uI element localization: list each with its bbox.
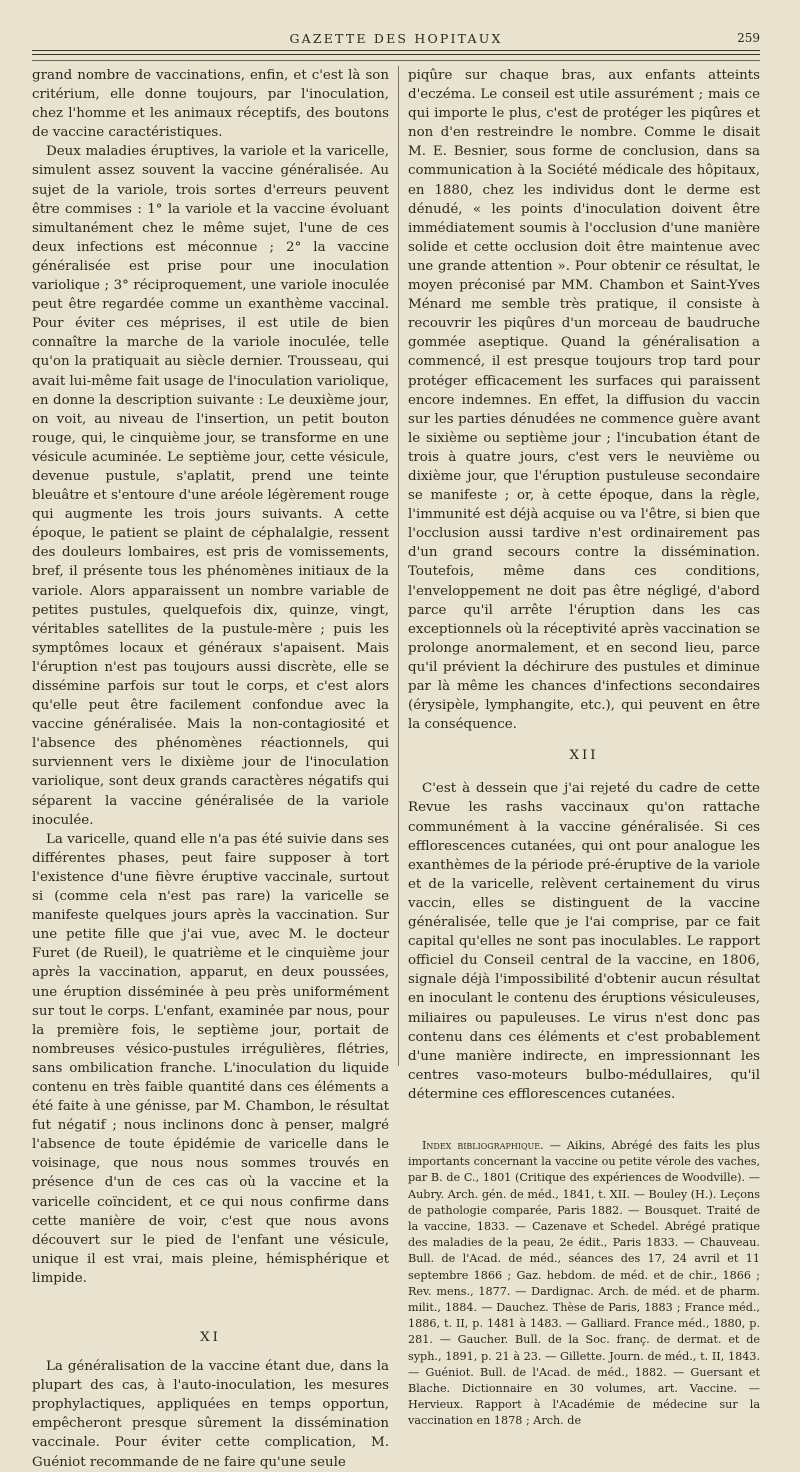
paragraph: grand nombre de vaccinations, enfin, et c'est là son critérium, elle donne toujours, par l'inoculation, chez l'homme et les animaux réceptifs, des boutons de vaccine caractéristiques. (32, 68, 389, 141)
column-divider (398, 66, 399, 1066)
page-number: 259 (737, 31, 760, 45)
left-column (32, 66, 389, 1470)
bibliography (408, 1138, 760, 1430)
page-header (30, 26, 762, 50)
paragraph: La varicelle, quand elle n'a pas été suivie dans ses différentes phases, peut faire supposer à tort l'existence d'une fièvre éruptive vaccinale, surtout si (comme cela n'est pas rare) la varicelle se manifeste quelques jours après la vaccination. Sur une petite fille que j'ai vue, avec M. le docteur Furet (de Rueil), le quatrième et le cinquième jour après la vaccination, apparut, en deux poussées, une éruption disséminée à peu près uniformément sur tout le corps. L'enfant, examinée par nous, pour la première fois, le septième jour, portait de nombreuses vésico-pustules irrégulières, flétries, sans ombilication franche. L'inoculation du liquide contenu en très faible quantité dans ces éléments a été faite à une génisse, par M. Chambon, le résultat fut négatif ; nous inclinons donc à penser, malgré l'absence de toute épidémie de varicelle dans le voisinage, que nous nous sommes trouvés en présence d'un de ces cas où la vaccine et la varicelle coïncident, et ce qui nous confirme dans cette manière de voir, c'est que nous avons découvert sur le pied de l'enfant une vésicule, unique il est vrai, mais pleine, hémisphérique et limpide. (32, 831, 389, 1286)
section-heading-xi: XI (200, 1330, 221, 1345)
header-rule-middle (32, 54, 760, 55)
journal-title: GAZETTE DES HOPITAUX (289, 30, 503, 46)
paragraph: Deux maladies éruptives, la variole et la varicelle, simulent assez souvent la vaccine généralisée. Au sujet de la variole, trois sortes d'erreurs peuvent être commises : 1° la variole et la vaccine évoluant simultanément chez le même sujet, l'une de ces deux infections est méconnue ; 2° la vaccine généralisée est prise pour une inoculation variolique ; 3° réciproquement, une variole inoculée peut être regardée comme un exanthème vaccinal. Pour éviter ces méprises, il est utile de bien connaître la marche de la variole inoculée, telle qu'on la pratiquait au siècle dernier. Trousseau, qui avait lui-même fait usage de l'inoculation variolique, en donne la description suivante : Le deuxième jour, on voit, au niveau de l'insertion, un petit bouton rouge, qui, le cinquième jour, se transforme en une vésicule acuminée. Le septième jour, cette vésicule, devenue pustule, s'aplatit, prend une teinte bleuâtre et s'entoure d'une aréole légèrement rouge qui augmente les trois jours suivants. A cette époque, le patient se plaint de céphalalgie, ressent des douleurs lombaires, est pris de vomissements, bref, il présente tous les phénomènes initiaux de la variole. Alors apparaissent un nombre variable de petites pustules, quelquefois dix, quinze, vingt, véritables satellites de la pustule-mère ; puis les symptômes locaux et généraux s'apaisent. Mais l'éruption n'est pas toujours aussi discrète, elle se dissémine parfois sur tout le corps, et c'est alors qu'elle peut être facilement confondue avec la vaccine généralisée. Mais la non-contagiosité et l'absence des phénomènes réactionnels, qui surviennent vers le dixième jour de l'inoculation variolique, sont deux grands caractères négatifs qui séparent la vaccine généralisée de la variole inoculée. (32, 144, 389, 828)
bibliography-text: — Aikins, Abrégé des faits les plus importants concernant la vaccine ou petite vérole des vaches, par B. de C., 1801 (Critique des expériences de Woodville). — Aubry. Arch. gén. de méd., 1841, t. XII. — Bouley (H.). Leçons de pathologie comparée, Paris 1882. — Bousquet. Traité de la vaccine, 1833. — Cazenave et Schedel. Abrégé pratique des maladies de la peau, 2e édit., Paris 1833. — Chauveau. Bull. de l'Acad. de méd., séances des 17, 24 avril et 11 septembre 1866 ; Gaz. hebdom. de méd. et de chir., 1866 ; Rev. mens., 1877. — Dardignac. Arch. de méd. et de pharm. milit., 1884. — Dauchez. Thèse de Paris, 1883 ; France méd., 1886, t. II, p. 1481 à 1483. — Galliard. France méd., 1880, p. 281. — Gaucher. Bull. de la Soc. franç. de dermat. et de syph., 1891, p. 21 à 23. — Gillette. Journ. de méd., t. II, 1843. — Guéniot. Bull. de l'Acad. de méd., 1882. — Guersant et Blache. Dictionnaire en 30 volumes, art. Vaccine. — Hervieux. Rapport à l'Académie de médecine sur la vaccination en 1878 ; Arch. de (408, 1138, 760, 1428)
right-column (408, 66, 760, 1428)
bibliography-label: Index bibliographique. (422, 1138, 544, 1152)
paragraph: La généralisation de la vaccine étant due, dans la plupart des cas, à l'auto-inoculation, les mesures prophylactiques, appliquées en temps opportun, empêcheront presque sûrement la dissémination vaccinale. Pour éviter cette complication, M. Guéniot recommande de ne faire qu'une seule (32, 1359, 389, 1470)
paragraph: C'est à dessein que j'ai rejeté du cadre de cette Revue les rashs vaccinaux qu'on rattache communément à la vaccine généralisée. Si ces efflorescences cutanées, qui ont pour analogue les exanthèmes de la période pré-éruptive de la variole et de la varicelle, relèvent certainement du virus vaccin, elles se distinguent de la vaccine généralisée, telle que je l'ai comprise, par ce fait capital qu'elles ne sont pas inoculables. Le rapport officiel du Conseil central de la vaccine, en 1806, signale déjà l'impossibilité d'obtenir aucun résultat en inoculant le contenu des éruptions vésiculeuses, miliaires ou papuleuses. Le virus n'est donc pas contenu dans ces éléments et c'est probablement d'une manière indirecte, en impressionnant les centres vaso-moteurs bulbo-médullaires, qu'il détermine ces efflorescences cutanées. (408, 781, 760, 1102)
paragraph: piqûre sur chaque bras, aux enfants atteints d'eczéma. Le conseil est utile assurément ; mais ce qui importe le plus, c'est de protéger les piqûres et non d'en restreindre le nombre. Comme le disait M. E. Besnier, sous forme de conclusion, dans sa communication à la Société médicale des hôpitaux, en 1880, chez les individus dont le derme est dénudé, « les points d'inoculation doivent être immédiatement soumis à l'occlusion d'une manière solide et cette occlusion doit être maintenue avec une grande attention ». Pour obtenir ce résultat, le moyen préconisé par MM. Chambon et Saint-Yves Ménard me semble très pratique, il consiste à recouvrir les piqûres d'un morceau de baudruche gommée aseptique. Quand la généralisation a commencé, il est presque toujours trop tard pour protéger efficacement les surfaces qui paraissent encore indemnes. En effet, la diffusion du vaccin sur les parties dénudées ne commence guère avant le sixième ou septième jour ; l'incubation étant de trois à quatre jours, c'est vers le neuvième ou dixième jour, que l'éruption pustuleuse secondaire se manifeste ; or, à cette époque, dans la règle, l'immunité est déjà acquise ou va l'être, si bien que l'occlusion aussi tardive n'est ordinairement pas d'un grand secours contre la dissémination. Toutefois, même dans ces conditions, l'enveloppement ne doit pas être négligé, d'abord parce qu'il arrête l'éruption dans les cas exceptionnels où la réceptivité après vaccination se prolonge anormalement, et en second lieu, parce qu'il prévient la déchirure des pustules et diminue par là même les chances d'infections secondaires (érysipèle, lymphangite, etc.), qui peuvent en être la conséquence. (408, 68, 760, 733)
section-heading-xii: XII (569, 748, 599, 764)
header-rule-top (32, 50, 760, 51)
header-rule-bottom (32, 60, 760, 61)
